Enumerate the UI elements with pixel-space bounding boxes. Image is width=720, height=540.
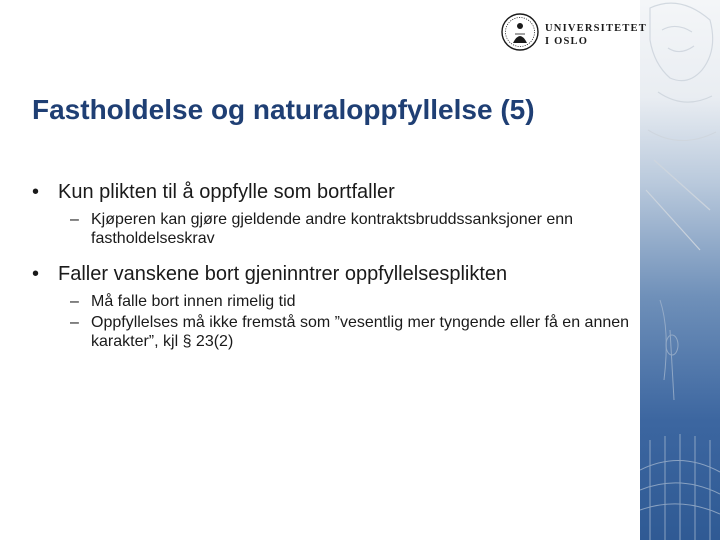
sub-bullet-item <box>70 313 632 351</box>
sub-list <box>70 292 632 351</box>
sculpture-graphic <box>640 0 720 540</box>
sub-bullet-mark: – <box>70 293 79 310</box>
university-seal-icon <box>500 12 540 52</box>
bullet-item <box>32 180 632 204</box>
sub-bullet-text: Oppfyllelses må ikke fremstå som ”vesentlig mer tyngende eller få en annen karakter”, kjl § 23(2) <box>91 314 630 350</box>
sub-bullet-mark: – <box>70 211 79 228</box>
bullet-mark: • <box>32 263 40 285</box>
sub-list <box>70 210 632 248</box>
logo-line-1: UNIVERSITETET <box>545 23 647 34</box>
sub-bullet-item <box>70 292 632 311</box>
sub-bullet-mark: – <box>70 314 79 331</box>
slide-title: Fastholdelse og naturaloppfyllelse (5) <box>32 94 535 125</box>
bullet-text: Faller vanskene bort gjeninntrer oppfyllelsesplikten <box>58 263 508 285</box>
sub-bullet-text: Må falle bort innen rimelig tid <box>91 293 296 310</box>
sub-bullet-text: Kjøperen kan gjøre gjeldende andre kontraktsbruddssanksjoner enn fastholdelseskrav <box>91 211 574 247</box>
decorative-side-strip <box>640 0 720 540</box>
logo-wordmark <box>545 22 647 48</box>
logo-line-2: I OSLO <box>545 36 589 47</box>
slide-content <box>32 180 632 365</box>
university-logo <box>500 12 647 56</box>
bullet-item <box>32 262 632 286</box>
bullet-mark: • <box>32 181 40 203</box>
sub-bullet-item <box>70 210 632 248</box>
bullet-text: Kun plikten til å oppfylle som bortfaller <box>58 181 395 203</box>
